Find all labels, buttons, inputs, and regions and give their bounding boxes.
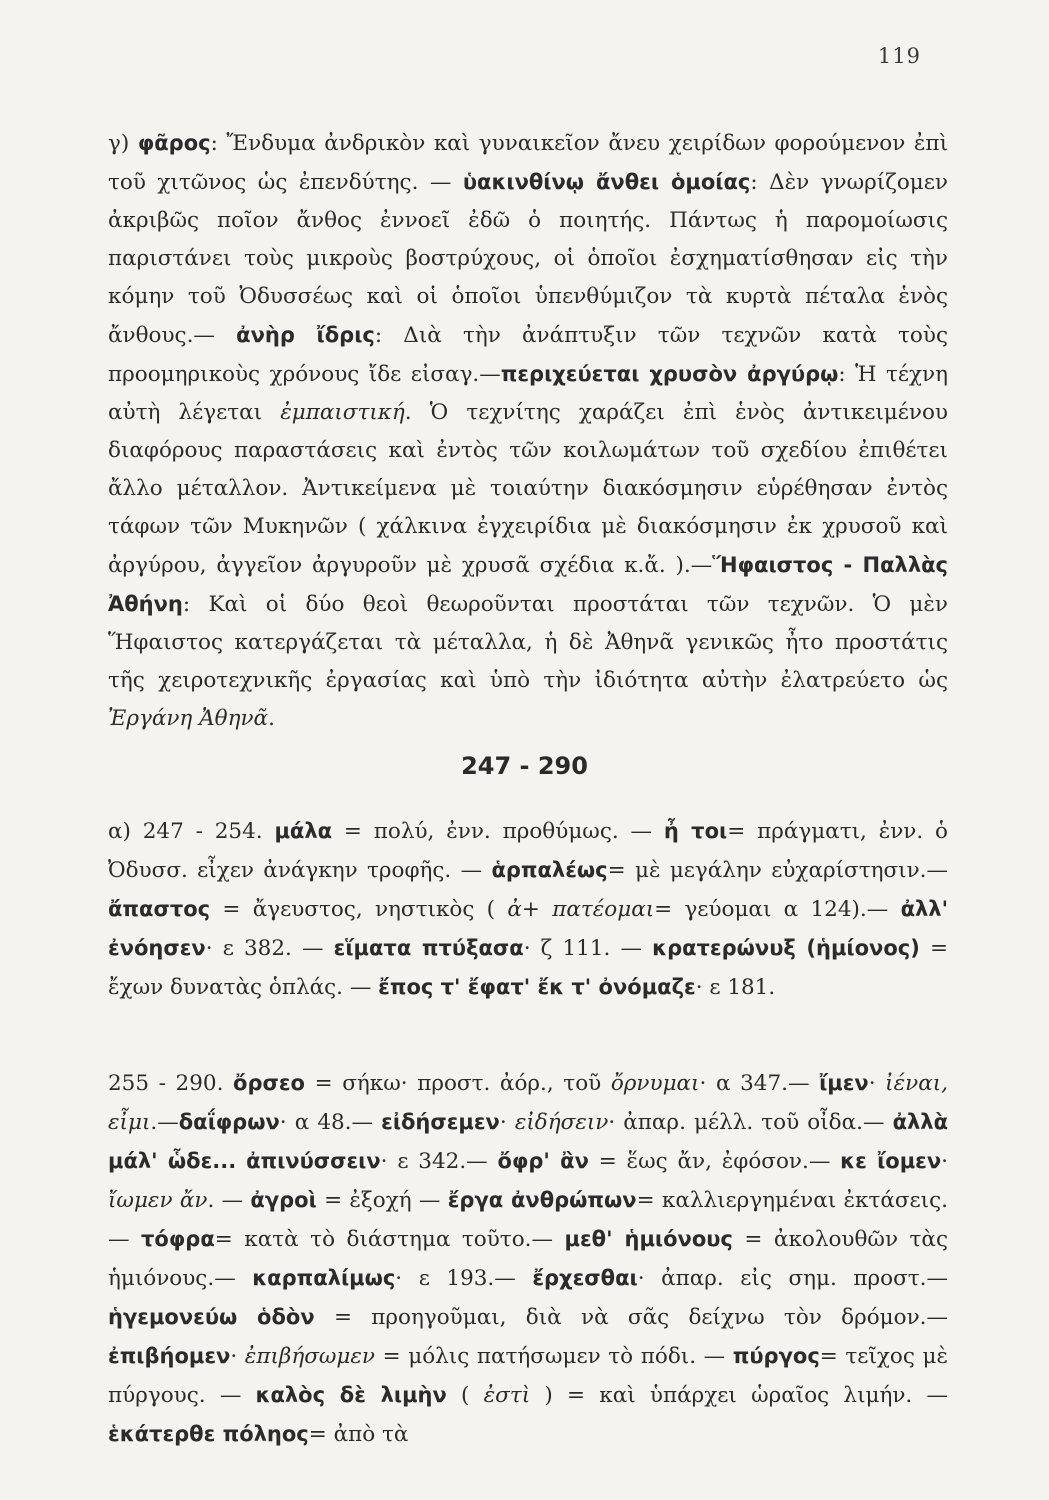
page-number: 119 bbox=[877, 44, 921, 68]
lemma: ἀλλ' ἐνόησεν bbox=[108, 897, 948, 960]
gloss: : Ἡ τέχνη αὐτὴ λέγεται bbox=[108, 362, 948, 425]
lemma: ἦ τοι bbox=[663, 819, 728, 843]
commentary-block-2 bbox=[108, 812, 948, 1007]
lemma: μεθ' ἡμιόνους bbox=[564, 1227, 733, 1251]
gloss: = κατὰ τὸ διάστημα τοῦτο.— bbox=[214, 1227, 565, 1252]
gloss: · ε 181. bbox=[695, 975, 776, 1000]
section-heading: 247 - 290 bbox=[461, 752, 588, 780]
italic-term: ἰέναι, εἶμι bbox=[108, 1071, 948, 1135]
commentary-paragraph bbox=[108, 124, 948, 738]
lemma: μάλα bbox=[274, 819, 333, 843]
lemma: καρπαλίμως bbox=[252, 1266, 396, 1290]
lemma: καλὸς δὲ λιμὴν bbox=[255, 1383, 447, 1407]
gloss: . — bbox=[207, 1188, 251, 1213]
gloss: : Καὶ οἱ δύο θεοὶ θεωροῦνται προστάται τῶν τεχνῶν. Ὁ μὲν Ἥφαιστος κατεργάζεται τὰ μέταλλα, ἡ δὲ Ἀθηνᾶ γενικῶς ἦτο προστάτις τῆς χειροτεχνικῆς ἐργασίας καὶ ὑπὸ τὴν ἰδιότητα αὐτὴν ἐλατρεύετο ὡς bbox=[108, 592, 948, 693]
lemma: ἔπος τ' ἔφατ' ἔκ τ' ὀνόμαζε bbox=[378, 975, 696, 999]
italic-term: εἰδήσειν bbox=[514, 1110, 609, 1135]
commentary-block-3 bbox=[108, 1064, 948, 1454]
gloss: · α 347.— bbox=[699, 1071, 820, 1096]
gloss: = ἔχων δυνατὰς ὁπλάς. — bbox=[108, 936, 948, 1000]
lemma: ἐπιβήομεν bbox=[108, 1344, 231, 1368]
lemma: δαΐφρων bbox=[178, 1110, 280, 1134]
gloss: : Διὰ τὴν ἀνάπτυξιν τῶν τεχνῶν κατὰ τοὺς προομηρικοὺς χρόνους ἴδε εἰσαγ.— bbox=[108, 323, 948, 387]
lemma: ἡγεμονεύω ὁδὸν bbox=[108, 1305, 315, 1329]
commentary-paragraph bbox=[108, 812, 948, 1007]
lemma: κρατερώνυξ (ἡμίονος) bbox=[652, 936, 920, 960]
lemma: ὑακινθίνῳ ἄνθει ὁμοίας bbox=[462, 170, 751, 194]
italic-term: ἐστὶ bbox=[483, 1383, 531, 1408]
gloss: = πράγματι, ἐνν. ὁ Ὀδυσσ. εἶχεν ἀνάγκην τροφῆς. — bbox=[108, 819, 949, 883]
italic-term: Ἐργάνη Ἀθηνᾶ bbox=[108, 706, 269, 731]
gloss: · bbox=[868, 1071, 886, 1096]
item-label: γ) bbox=[108, 131, 138, 156]
lemma: εἵματα πτύξασα bbox=[333, 936, 524, 960]
lemma: εἰδήσεμεν bbox=[381, 1110, 500, 1134]
gloss: · ε 342.— bbox=[380, 1149, 498, 1174]
lemma: ἔργα ἀνθρώπων bbox=[447, 1188, 637, 1212]
lemma: πύργος bbox=[732, 1344, 820, 1368]
lemma: περιχεύεται χρυσὸν ἀργύρῳ bbox=[500, 362, 839, 386]
gloss: ( bbox=[446, 1383, 484, 1408]
lemma: ἀλλὰ μάλ' ὧδε... bbox=[108, 1110, 948, 1173]
item-label: 255 - 290. bbox=[108, 1071, 234, 1096]
gloss: = μὲ μεγάλην εὐχαρίστησιν.— bbox=[607, 858, 948, 883]
gloss: · bbox=[230, 1344, 245, 1369]
gloss: · ε 382. — bbox=[205, 936, 334, 961]
lemma: ἀνὴρ ἴδρις bbox=[236, 323, 375, 347]
gloss: · bbox=[941, 1149, 948, 1174]
item-label: α) 247 - 254. bbox=[108, 819, 275, 844]
gloss: = ἀπὸ τὰ bbox=[308, 1422, 409, 1447]
gloss: = προηγοῦμαι, διὰ νὰ σᾶς δείχνω τὸν δρόμον.— bbox=[314, 1305, 948, 1330]
lemma: ὄφρ' ἂν bbox=[497, 1149, 589, 1173]
gloss: = ἐξοχή — bbox=[316, 1188, 448, 1213]
gloss: = γεύομαι α 124).— bbox=[654, 897, 901, 922]
italic-term: ἐμπαιστική bbox=[280, 400, 405, 425]
lemma: ἁρπαλέως bbox=[491, 858, 608, 882]
gloss: · ε 193.— bbox=[395, 1266, 533, 1291]
gloss: · α 48.— bbox=[279, 1110, 382, 1135]
gloss: : Δὲν γνωρίζομεν ἀκριβῶς ποῖον ἄνθος ἐννοεῖ ἐδῶ ὁ ποιητής. Πάντως ἡ παρομοίωσις παριστάνει τοὺς μικροὺς βοστρύχους, οἱ ὁποῖοι ἐσχηματίσθησαν εἰς τὴν κόμην τοῦ Ὀδυσσέως καὶ οἱ ὁποῖοι ὑπενθύμιζον τὰ κυρτὰ πέταλα ἑνὸς ἄνθους.— bbox=[108, 170, 948, 348]
gloss: . Ὁ τεχνίτης χαράζει ἐπὶ ἑνὸς ἀντικειμένου διαφόρους παραστάσεις καὶ ἐντὸς τῶν κοιλωμάτων τοῦ σχεδίου ἐπιθέτει ἄλλο μέταλλον. Ἀντικείμενα μὲ τοιαύτην διακόσμησιν εὑρέθησαν ἐντὸς τάφων τῶν Μυκηνῶν ( χάλκινα ἐγχειρίδια μὲ διακόσμησιν ἐκ χρυσοῦ καὶ ἀργύρου, ἀγγεῖον ἀργυροῦν μὲ χρυσᾶ σχέδια κ.ἄ. ).— bbox=[108, 400, 948, 578]
gloss: = μόλις πατήσωμεν τὸ πόδι. — bbox=[375, 1344, 733, 1369]
gloss bbox=[236, 1149, 246, 1174]
lemma: ἔρχεσθαι bbox=[532, 1266, 638, 1290]
commentary-block-1 bbox=[108, 124, 948, 738]
gloss: = σήκω· προστ. ἀόρ., τοῦ bbox=[304, 1071, 611, 1096]
italic-term: ἀ+ πατέομαι bbox=[507, 897, 655, 922]
gloss: = τεῖχος μὲ πύργους. — bbox=[108, 1344, 949, 1408]
lemma: κε ἴομεν bbox=[840, 1149, 942, 1173]
gloss: = καλλιεργημέναι ἐκτάσεις.— bbox=[108, 1188, 948, 1252]
gloss: · ζ 111. — bbox=[523, 936, 653, 961]
lemma: ἴμεν bbox=[819, 1071, 869, 1095]
lemma: ἄπαστος bbox=[108, 897, 211, 921]
gloss: = ἄγευστος, νηστικὸς ( bbox=[210, 897, 508, 922]
gloss: ) = καὶ ὑπάρχει ὡραῖος λιμήν. — bbox=[530, 1383, 948, 1408]
italic-term: ἴωμεν ἄν bbox=[108, 1188, 208, 1213]
commentary-paragraph bbox=[108, 1064, 948, 1454]
lemma: ἀπινύσσειν bbox=[246, 1149, 381, 1173]
lemma: φᾶρος bbox=[137, 131, 211, 155]
gloss: .— bbox=[150, 1110, 179, 1135]
gloss: · bbox=[499, 1110, 515, 1135]
lemma: τόφρα bbox=[141, 1227, 215, 1251]
gloss: . bbox=[268, 706, 275, 731]
gloss: = πολύ, ἐνν. προθύμως. — bbox=[332, 819, 664, 844]
lemma: ὄρσεο bbox=[233, 1071, 305, 1095]
gloss: : Ἔνδυμα ἀνδρικὸν καὶ γυναικεῖον ἄνευ χειρίδων φορούμενον ἐπὶ τοῦ χιτῶνος ὡς ἐπενδύτης. — bbox=[108, 131, 948, 195]
gloss: · ἀπαρ. εἰς σημ. προστ.— bbox=[637, 1266, 948, 1291]
italic-term: ὄρνυμαι bbox=[610, 1071, 700, 1096]
lemma: ἑκάτερθε πόληος bbox=[108, 1422, 309, 1446]
lemma: Ἥφαιστος - Παλλὰς Ἀθήνη bbox=[108, 553, 948, 616]
gloss: = ἀκολουθῶν τὰς ἡμιόνους.— bbox=[108, 1227, 948, 1291]
italic-term: ἐπιβήσωμεν bbox=[244, 1344, 375, 1369]
lemma: ἀγροὶ bbox=[250, 1188, 317, 1212]
gloss: · ἀπαρ. μέλλ. τοῦ οἶδα.— bbox=[608, 1110, 893, 1135]
gloss: = ἕως ἄν, ἐφόσον.— bbox=[588, 1149, 841, 1174]
